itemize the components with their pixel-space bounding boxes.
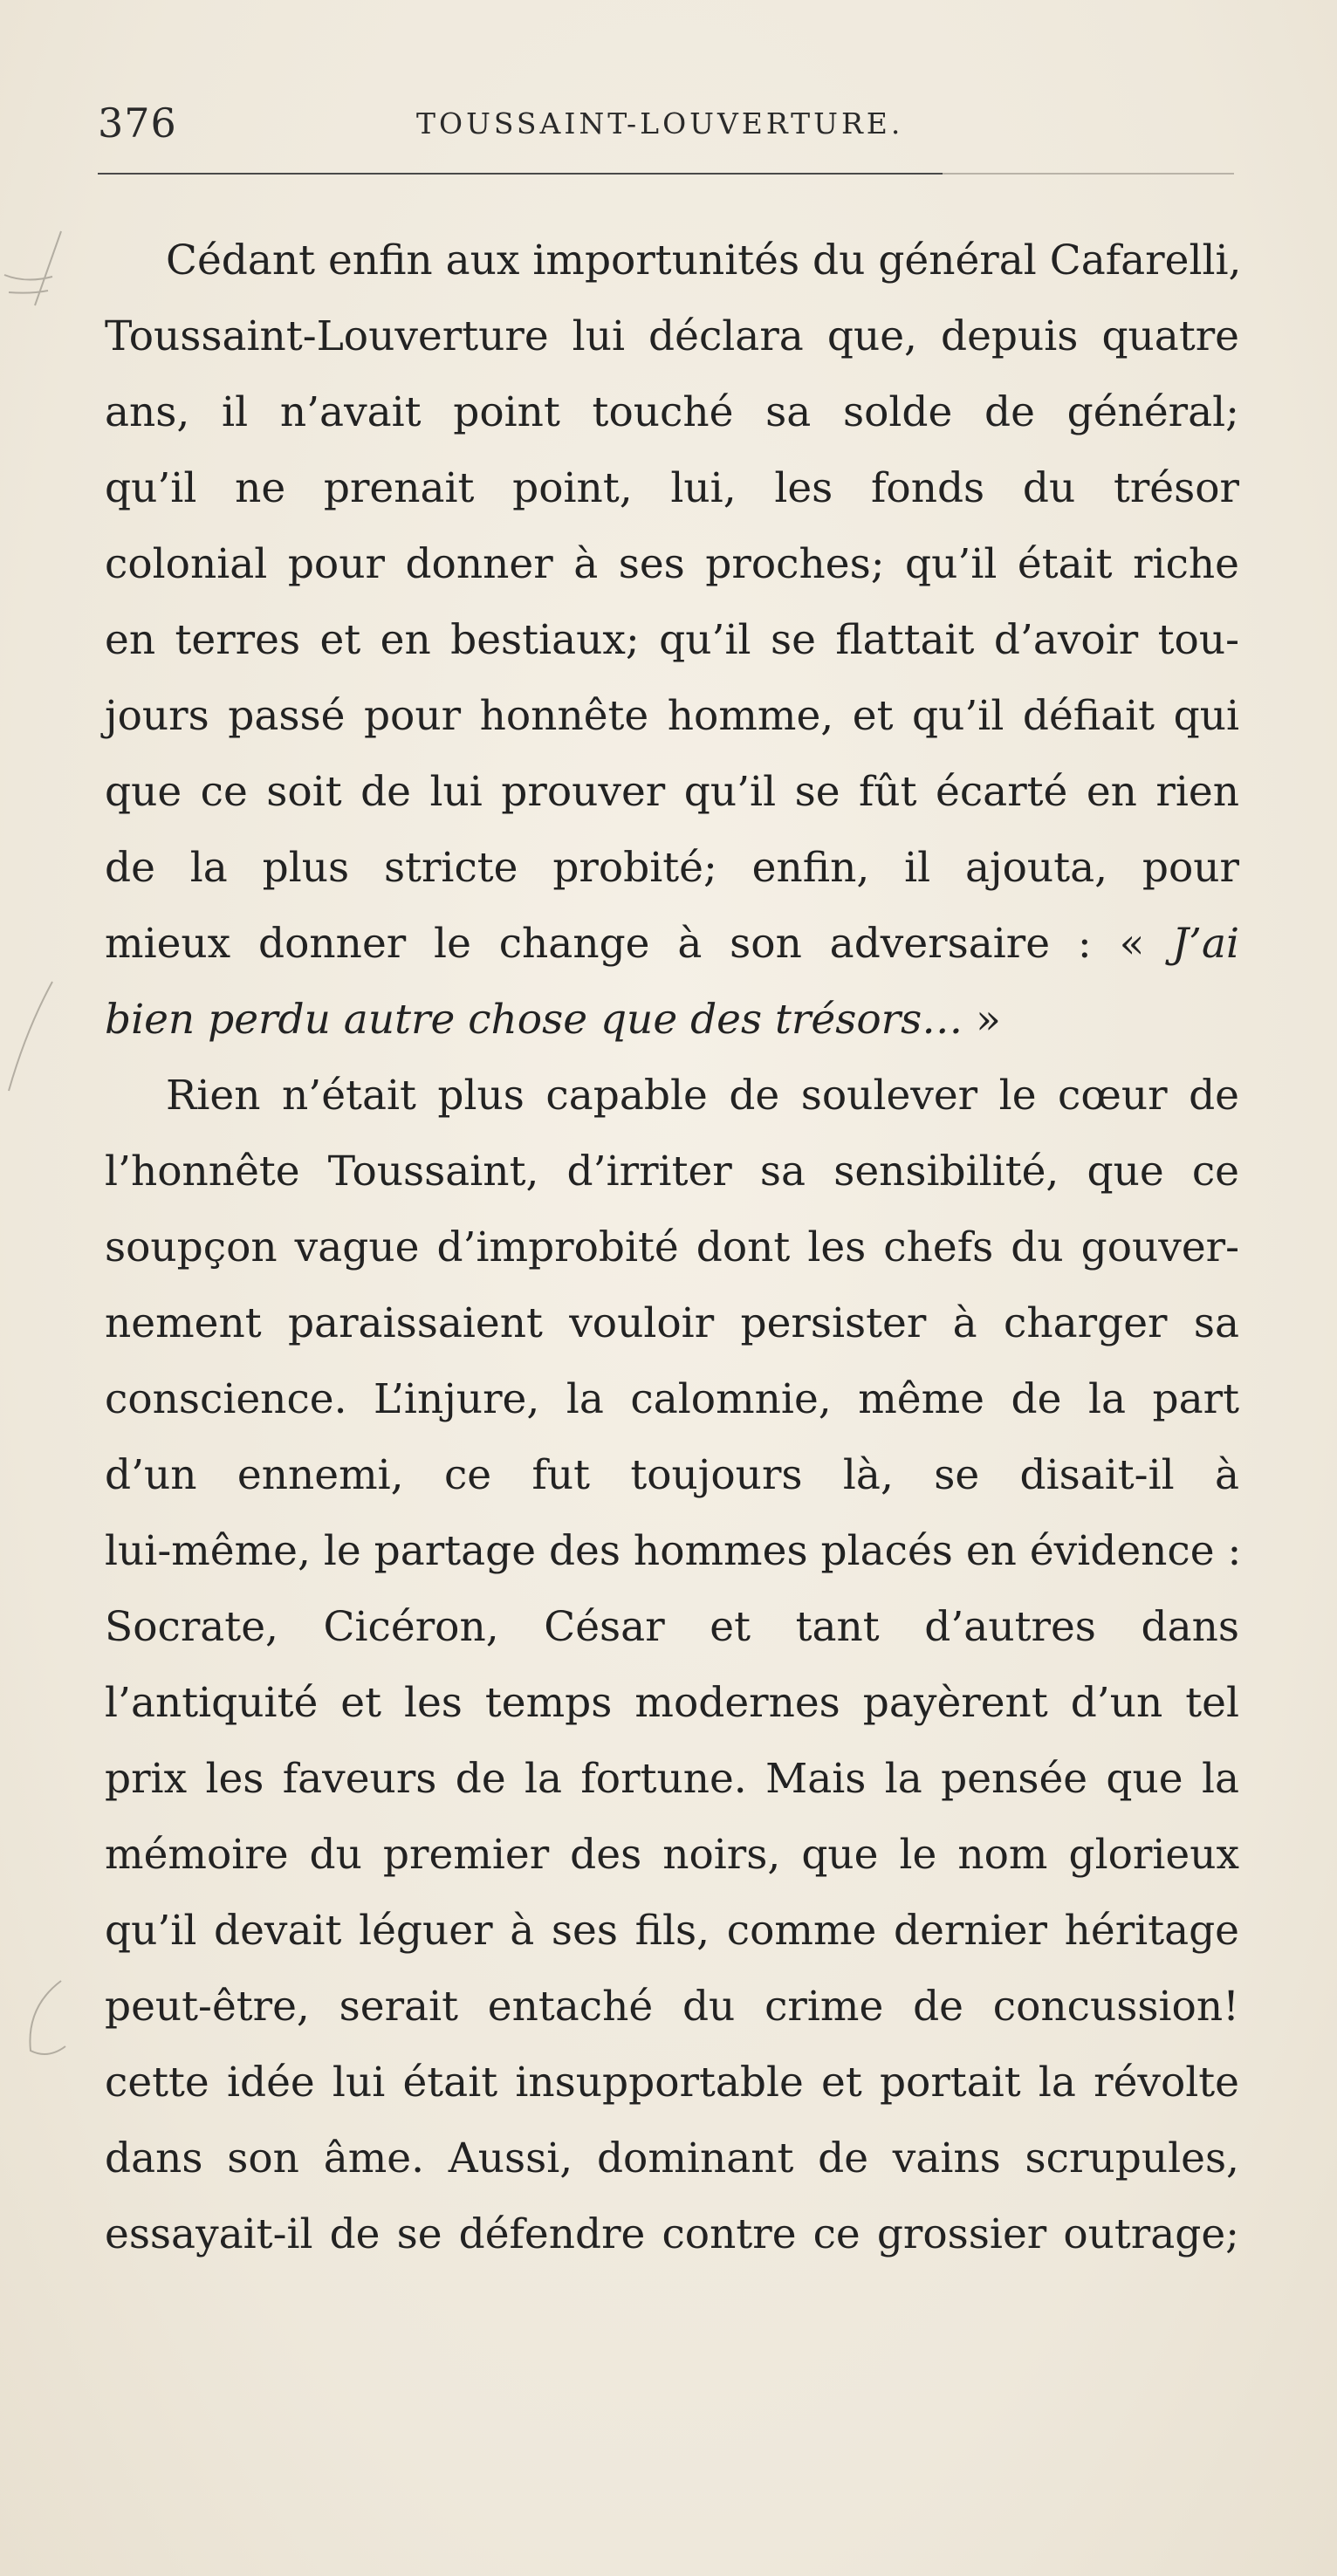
paragraph-2 xyxy=(105,1058,1242,2272)
text-line: en terres et en bestiaux; qu’il se flattait d’avoir tou- xyxy=(105,616,1239,664)
text-line: colonial pour donner à ses proches; qu’il était riche xyxy=(105,540,1239,588)
text-line: soupçon vague d’improbité dont les chefs du gouver- xyxy=(105,1223,1239,1271)
text-line: cette idée lui était insupportable et portait la révolte xyxy=(105,2059,1239,2107)
text-line: essayait-il de se défendre contre ce grossier outrage; xyxy=(105,2210,1239,2258)
text-line: Toussaint-Louverture lui déclara que, depuis quatre xyxy=(105,312,1239,360)
text-line-start: mieux donner le change à son adversaire : « xyxy=(105,920,1173,968)
text-line: jours passé pour honnête homme, et qu’il défiait qui xyxy=(105,692,1239,740)
page-number: 376 xyxy=(98,99,177,147)
quote-close: » xyxy=(963,996,1001,1044)
text-line: qu’il devait léguer à ses fils, comme dernier héritage xyxy=(105,1907,1239,1955)
text-line: l’honnête Toussaint, d’irriter sa sensibilité, que ce xyxy=(105,1148,1239,1196)
text-line: ans, il n’avait point touché sa solde de général; xyxy=(105,388,1239,436)
text-line-quote-end xyxy=(105,982,1239,1058)
text-line: de la plus stricte probité; enfin, il ajouta, pour xyxy=(105,844,1239,892)
quote-text: bien perdu autre chose que des trésors… xyxy=(105,996,963,1044)
text-line: Cédant enfin aux importunités du général Cafarelli, xyxy=(166,236,1242,284)
text-line-with-quote xyxy=(105,906,1239,982)
text-line: que ce soit de lui prouver qu’il se fût écarté en rien xyxy=(105,768,1239,816)
text-line: peut-être, serait entaché du crime de concussion! xyxy=(105,1983,1239,2031)
text-line: lui-même, le partage des hommes placés en évidence : xyxy=(105,1527,1242,1575)
text-line: qu’il ne prenait point, lui, les fonds du trésor xyxy=(105,464,1239,512)
margin-pencil-mark-bottom xyxy=(9,1972,79,2068)
text-line: conscience. L’injure, la calomnie, même de la part xyxy=(105,1375,1239,1423)
running-title: TOUSSAINT-LOUVERTURE. xyxy=(416,106,904,140)
paragraph-1 xyxy=(105,223,1242,1058)
text-line: Rien n’était plus capable de soulever le cœur de xyxy=(166,1072,1239,1120)
page-header xyxy=(98,87,1232,148)
text-line: Socrate, Cicéron, César et tant d’autres dans xyxy=(105,1603,1239,1651)
body-text xyxy=(105,223,1242,2272)
text-line: d’un ennemi, ce fut toujours là, se disait-il à xyxy=(105,1451,1239,1499)
text-line: dans son âme. Aussi, dominant de vains scrupules, xyxy=(105,2134,1239,2182)
text-line: prix les faveurs de la fortune. Mais la pensée que la xyxy=(105,1755,1239,1803)
text-line: l’antiquité et les temps modernes payèrent d’un tel xyxy=(105,1679,1239,1727)
text-line: nement paraissaient vouloir persister à charger sa xyxy=(105,1299,1239,1347)
margin-pencil-mark-middle xyxy=(0,977,70,1100)
quote-start: J’ai xyxy=(1172,920,1239,968)
text-line: mémoire du premier des noirs, que le nom glorieux xyxy=(105,1831,1239,1879)
header-rule-faint xyxy=(943,173,1234,175)
margin-pencil-mark-top xyxy=(0,223,79,327)
